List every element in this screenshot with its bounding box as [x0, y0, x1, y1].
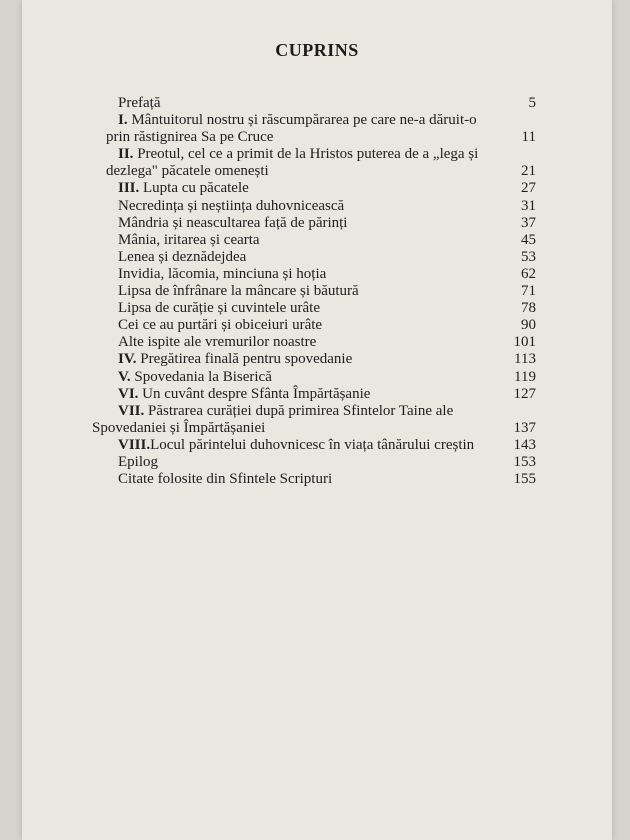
chapter-number: V.	[118, 368, 131, 385]
toc-entry	[118, 95, 536, 112]
toc-entry-title: Preotul, cel ce a primit de la Hristos puterea de a „lega și	[137, 146, 479, 163]
toc-entry-title: Mânia, iritarea și cearta	[118, 231, 260, 248]
toc-entry-page: 21	[521, 163, 536, 180]
toc-entry-page: 127	[513, 385, 536, 402]
toc-entry-page: 113	[514, 351, 536, 368]
toc-entry	[118, 112, 536, 129]
toc-entry	[118, 471, 536, 488]
toc-entry-page: 71	[521, 283, 536, 300]
page-title: CUPRINS	[275, 40, 359, 60]
toc-entry-page: 5	[528, 95, 536, 111]
toc-entry-page: 53	[521, 248, 536, 265]
toc-entry-title: Mântuitorul nostru și răscumpărarea pe care ne-a dăruit-o	[131, 112, 477, 129]
chapter-number: VIII.	[118, 436, 151, 453]
chapter-number: VI.	[118, 385, 139, 402]
toc-entry-title: Lipsa de înfrânare la mâncare și băutură	[118, 283, 359, 300]
toc-entry	[118, 180, 536, 197]
toc-entry-title: Necredința și neștiința duhovnicească	[118, 197, 345, 214]
toc-entry-title: Invidia, lăcomia, minciuna și hoția	[118, 265, 327, 282]
toc-entry	[118, 146, 536, 163]
toc-entry-title: Locul părintelui duhovnicesc în viața tânărului creștin	[150, 436, 475, 453]
toc-entry-page: 27	[521, 180, 536, 197]
toc-entry	[118, 437, 536, 454]
table-of-contents	[92, 95, 536, 488]
toc-entry-title: Spovedania la Biserică	[134, 368, 272, 385]
toc-entry	[118, 249, 536, 266]
toc-entry	[118, 300, 536, 317]
toc-entry-title: Păstrarea curăției după primirea Sfintelor Taine ale	[148, 402, 454, 419]
toc-entry-page: 37	[521, 214, 536, 231]
toc-entry-continuation	[92, 419, 536, 437]
toc-entry-title-cont: dezlega" păcatele omenești	[106, 163, 269, 180]
toc-entry-title: Lenea și deznădejdea	[118, 248, 247, 265]
toc-entry	[118, 351, 536, 368]
toc-entry-page: 31	[521, 197, 536, 214]
toc-entry	[118, 215, 536, 232]
toc-entry-page: 155	[513, 471, 536, 488]
toc-entry-title: Mândria și neascultarea față de părinți	[118, 214, 348, 231]
toc-entry-title: Prefață	[118, 95, 161, 111]
toc-entry-page: 119	[514, 368, 536, 385]
toc-entry-page: 137	[513, 419, 536, 436]
toc-entry-title: Alte ispite ale vremurilor noastre	[118, 334, 317, 351]
toc-entry-page: 90	[521, 317, 536, 334]
toc-entry	[118, 454, 536, 471]
toc-entry-page: 45	[521, 231, 536, 248]
toc-entry	[118, 198, 536, 215]
toc-entry-continuation	[106, 163, 536, 180]
toc-entry-title: Cei ce au purtări și obiceiuri urâte	[118, 317, 323, 334]
toc-entry-page: 78	[521, 300, 536, 317]
chapter-number: VII.	[118, 402, 145, 419]
chapter-number: IV.	[118, 351, 137, 368]
toc-entry	[118, 369, 536, 386]
toc-entry	[118, 334, 536, 351]
toc-entry-title: Lupta cu păcatele	[143, 180, 249, 197]
toc-entry-title: Epilog	[118, 453, 158, 470]
toc-entry	[118, 403, 536, 420]
toc-entry-title-cont: prin răstignirea Sa pe Cruce	[106, 129, 274, 146]
toc-entry	[118, 386, 536, 403]
toc-entry-title: Citate folosite din Sfintele Scripturi	[118, 471, 333, 488]
toc-entry-page: 11	[521, 129, 536, 146]
toc-entry-title: Pregătirea finală pentru spovedanie	[140, 351, 353, 368]
toc-entry	[118, 232, 536, 249]
toc-entry	[118, 317, 536, 334]
toc-entry-page: 101	[513, 334, 536, 351]
toc-entry	[118, 283, 536, 300]
chapter-number: III.	[118, 180, 140, 197]
book-page	[22, 0, 612, 840]
toc-entry-continuation	[106, 129, 536, 146]
chapter-number: II.	[118, 146, 134, 163]
toc-entry-title: Lipsa de curăție și cuvintele urâte	[118, 300, 320, 317]
toc-entry-title: Un cuvânt despre Sfânta Împărtășanie	[142, 385, 371, 402]
toc-entry-title-cont: Spovedaniei și Împărtășaniei	[92, 419, 266, 436]
chapter-number: I.	[118, 112, 128, 129]
toc-entry-page: 143	[513, 436, 536, 453]
toc-entry-page: 62	[521, 265, 536, 282]
toc-entry-page: 153	[513, 453, 536, 470]
toc-entry	[118, 266, 536, 283]
